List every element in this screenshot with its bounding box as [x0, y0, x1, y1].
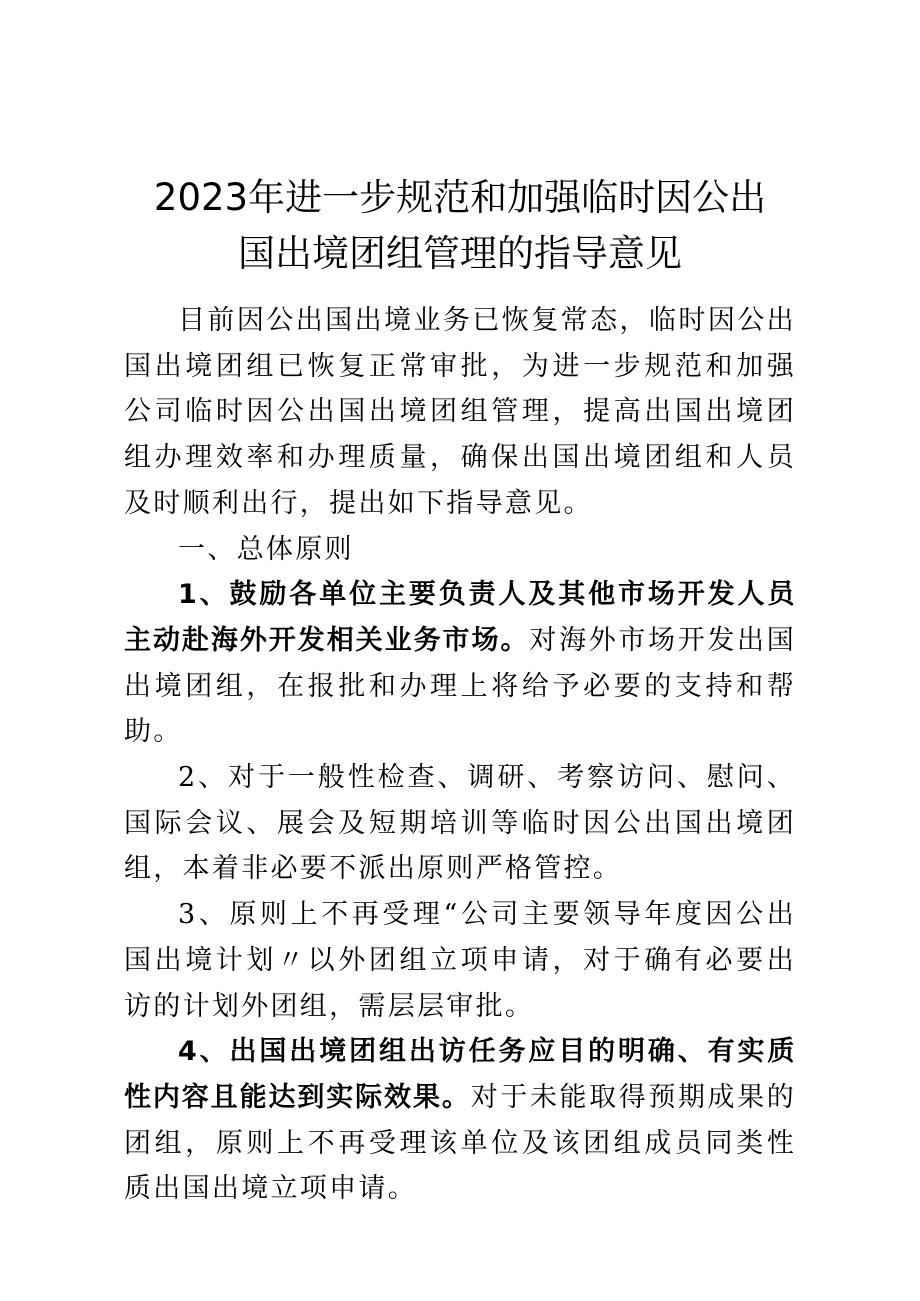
principle-item-1 [124, 572, 796, 755]
section-heading-general-principles: 一、总体原则 [178, 533, 354, 565]
title-line-1: 2023年进一步规范和加强临时因公出 [153, 176, 767, 219]
principle-item-1-text: 对海外市场开发出国出境团组，在报批和办理上将给予必要的支持和帮助。 [124, 624, 796, 748]
document-title [100, 170, 820, 282]
principle-item-2: 2、对于一般性检查、调研、考察访问、慰问、国际会议、展会及短期培训等临时因公出国出境团组，本着非必要不派出原则严格管控。 [124, 762, 796, 885]
intro-paragraph: 目前因公出国出境业务已恢复常态，临时因公出国出境团组已恢复正常审批，为进一步规范和加强公司临时因公出国出境团组管理，提高出国出境团组办理效率和办理质量，确保出国出境团组和人员及时顺利出行，提出如下指导意见。 [124, 305, 796, 519]
principle-item-3: 3、原则上不再受理“公司主要领导年度因公出国出境计划〃以外团组立项申请，对于确有必要出访的计划外团组，需层层审批。 [124, 899, 796, 1022]
principle-item-4-emphasis: 4、出国出境团组出访任务应目的明确、有实质性内容且能达到实际效果。 [124, 1036, 796, 1113]
principle-item-4-text: 对于未能取得预期成果的团组，原则上不再受理该单位及该团组成员同类性质出国出境立项申请。 [124, 1081, 796, 1205]
principle-item-1-emphasis: 1、鼓励各单位主要负责人及其他市场开发人员主动赴海外开发相关业务市场。 [124, 579, 796, 656]
title-line-2: 国出境团组管理的指导意见 [238, 232, 682, 275]
document-body [124, 298, 796, 1212]
principle-item-4 [124, 1029, 796, 1212]
